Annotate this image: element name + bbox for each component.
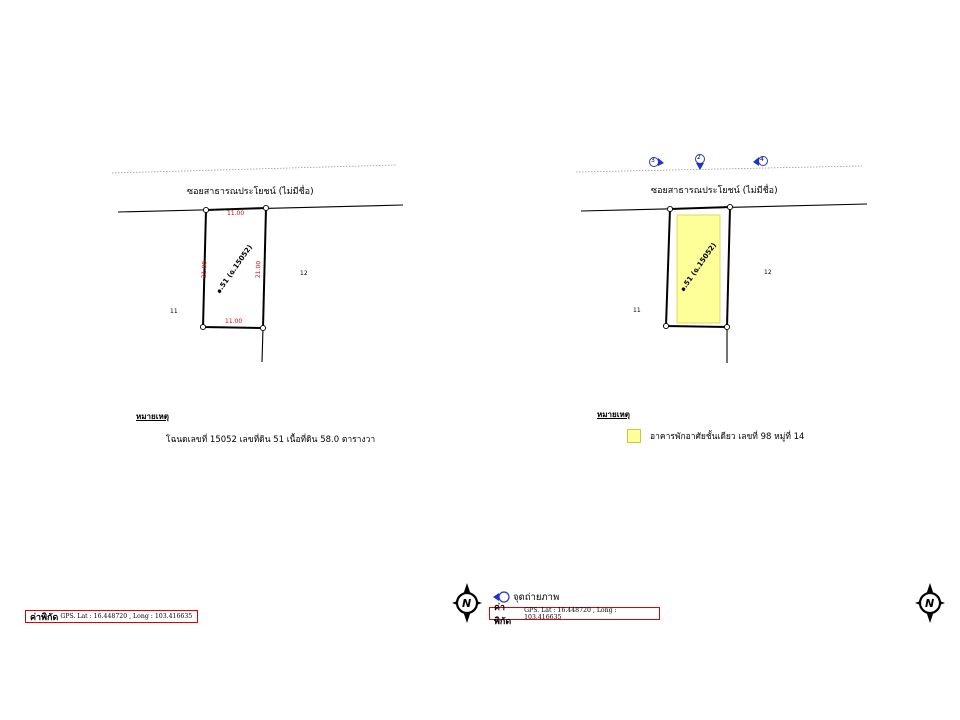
left-parcel-label: ๑.51 (ฉ.15052) [214, 243, 255, 296]
right-gps-value: GPS. Lat : 16.448720 , Long : 103.416635 [524, 606, 617, 621]
right-adjacent-parcel-11: 11 [633, 307, 641, 314]
left-gps-label: ค่าพิกัด [30, 612, 59, 623]
left-road-label: ซอยสาธารณประโยชน์ (ไม่มีชื่อ) [187, 187, 314, 197]
left-dimension-left: 21.00 [200, 260, 209, 279]
right-parcel-label: ๑.51 (ฉ.15052) [678, 241, 719, 294]
right-gps-label: ค่าพิกัด [494, 602, 512, 627]
right-corner-marker [727, 204, 732, 209]
left-adjacent-parcel-12: 12 [300, 270, 308, 277]
right-corner-marker [724, 324, 729, 329]
left-dimension-top: 11.00 [227, 210, 245, 217]
left-adjacent-parcel-11: 11 [170, 308, 178, 315]
photo-point-number-2: 2 [697, 154, 701, 161]
left-corner-marker [203, 207, 208, 212]
right-adjacent-parcel-12: 12 [764, 269, 772, 276]
left-gps-value: GPS. Lat : 16.448720 , Long : 103.416635 [60, 613, 193, 620]
right-corner-marker [667, 206, 672, 211]
right-corner-marker [663, 323, 668, 328]
right-legend-text: อาคารพักอาศัยชั้นเดียว เลขที่ 98 หมู่ที่ 14 [650, 432, 805, 442]
left-corner-marker [263, 205, 268, 210]
right-gps-box [489, 602, 660, 627]
building-legend-swatch [627, 429, 641, 443]
right-dotted-boundary [576, 166, 862, 172]
left-extension-line [262, 328, 263, 362]
left-corner-marker [200, 324, 205, 329]
north-arrow-letter: N [925, 597, 935, 610]
left-dotted-boundary [112, 165, 396, 173]
right-road-label: ซอยสาธารณประโยชน์ (ไม่มีชื่อ) [651, 186, 778, 196]
north-arrow-letter: N [462, 597, 472, 610]
photo-point-legend-label: จุดถ่ายภาพ [513, 592, 560, 603]
left-legend-title: หมายเหตุ [136, 412, 169, 421]
left-dimension-bottom: 11.00 [225, 318, 243, 325]
photo-point-number-3: 3 [651, 157, 655, 164]
photo-point-number-4: 4 [760, 156, 764, 163]
left-dimension-right: 21.00 [254, 260, 263, 279]
left-legend-text: โฉนดเลขที่ 15052 เลขที่ดิน 51 เนื้อที่ดิน 58.0 ตารางวา [166, 435, 376, 445]
left-corner-marker [260, 325, 265, 330]
right-legend-title: หมายเหตุ [597, 410, 630, 419]
left-gps-box [25, 610, 198, 623]
